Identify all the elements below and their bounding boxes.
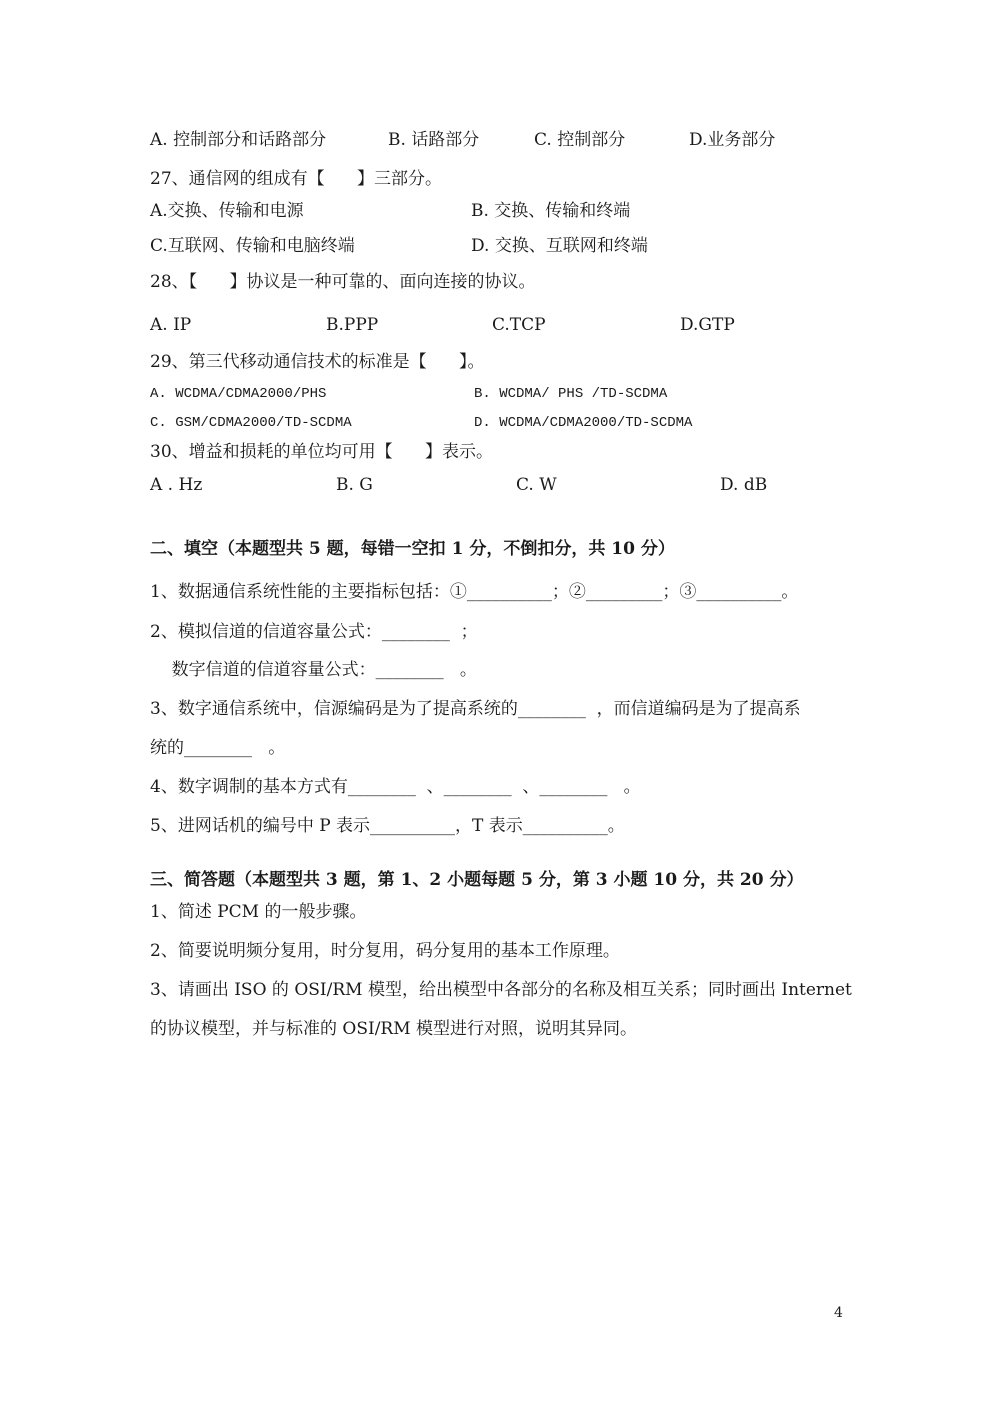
section2-item-2b: 数字信道的信道容量公式：________ 。 [150, 660, 477, 680]
q30-option-b: B. G [336, 475, 373, 495]
q28-stem: 28、【 】协议是一种可靠的、面向连接的协议。 [150, 272, 536, 292]
q26-option-c: C. 控制部分 [534, 130, 626, 150]
q30-option-a: A . Hz [150, 475, 203, 495]
section3-item-1: 1、简述 PCM 的一般步骤。 [150, 902, 367, 922]
q26-option-a: A. 控制部分和话路部分 [150, 130, 327, 150]
section2-item-5: 5、进网话机的编号中 P 表示__________，T 表示__________。 [150, 816, 625, 836]
section2-heading: 二、填空（本题型共 5 题，每错一空扣 1 分，不倒扣分，共 10 分） [150, 539, 675, 559]
q27-option-c: C.互联网、传输和电脑终端 [150, 236, 355, 256]
q28-option-a: A. IP [150, 315, 192, 335]
q29-option-a: A. WCDMA/CDMA2000/PHS [150, 386, 327, 402]
q27-option-d: D. 交换、互联网和终端 [471, 236, 648, 256]
q28-option-d: D.GTP [680, 315, 735, 335]
q29-option-b: B. WCDMA/ PHS /TD-SCDMA [474, 386, 668, 402]
q27-option-a: A.交换、传输和电源 [150, 201, 304, 221]
q26-option-b: B. 话路部分 [388, 130, 480, 150]
section3-item-3b: 的协议模型，并与标准的 OSI/RM 模型进行对照，说明其异同。 [150, 1019, 638, 1039]
page-number: 4 [834, 1305, 843, 1321]
q27-stem: 27、通信网的组成有【 】三部分。 [150, 169, 443, 189]
q29-stem: 29、第三代移动通信技术的标准是【 】。 [150, 352, 485, 372]
q30-option-c: C. W [516, 475, 557, 495]
section3-heading: 三、简答题（本题型共 3 题，第 1、2 小题每题 5 分，第 3 小题 10 分，共 20 分） [150, 870, 804, 890]
section2-item-3b: 统的________ 。 [150, 738, 286, 758]
section2-item-4: 4、数字调制的基本方式有________ 、________ 、________ 。 [150, 777, 641, 797]
q26-option-d: D.业务部分 [689, 130, 776, 150]
section3-item-3a: 3、请画出 ISO 的 OSI/RM 模型，给出模型中各部分的名称及相互关系；同时画出 Internet [150, 980, 852, 1000]
q29-option-d: D. WCDMA/CDMA2000/TD-SCDMA [474, 415, 693, 431]
q28-option-b: B.PPP [326, 315, 379, 335]
section2-item-2a: 2、模拟信道的信道容量公式：________ ； [150, 622, 478, 642]
q28-option-c: C.TCP [492, 315, 546, 335]
section3-item-2: 2、简要说明频分复用，时分复用，码分复用的基本工作原理。 [150, 941, 620, 961]
section2-item-3a: 3、数字通信系统中，信源编码是为了提高系统的________ ，而信道编码是为了提高系 [150, 699, 801, 719]
q27-option-b: B. 交换、传输和终端 [471, 201, 631, 221]
q30-option-d: D. dB [720, 475, 768, 495]
q29-option-c: C. GSM/CDMA2000/TD-SCDMA [150, 415, 352, 431]
section2-item-1: 1、数据通信系统性能的主要指标包括：①__________；②_________；③__________。 [150, 582, 799, 602]
q30-stem: 30、增益和损耗的单位均可用【 】表示。 [150, 442, 494, 462]
